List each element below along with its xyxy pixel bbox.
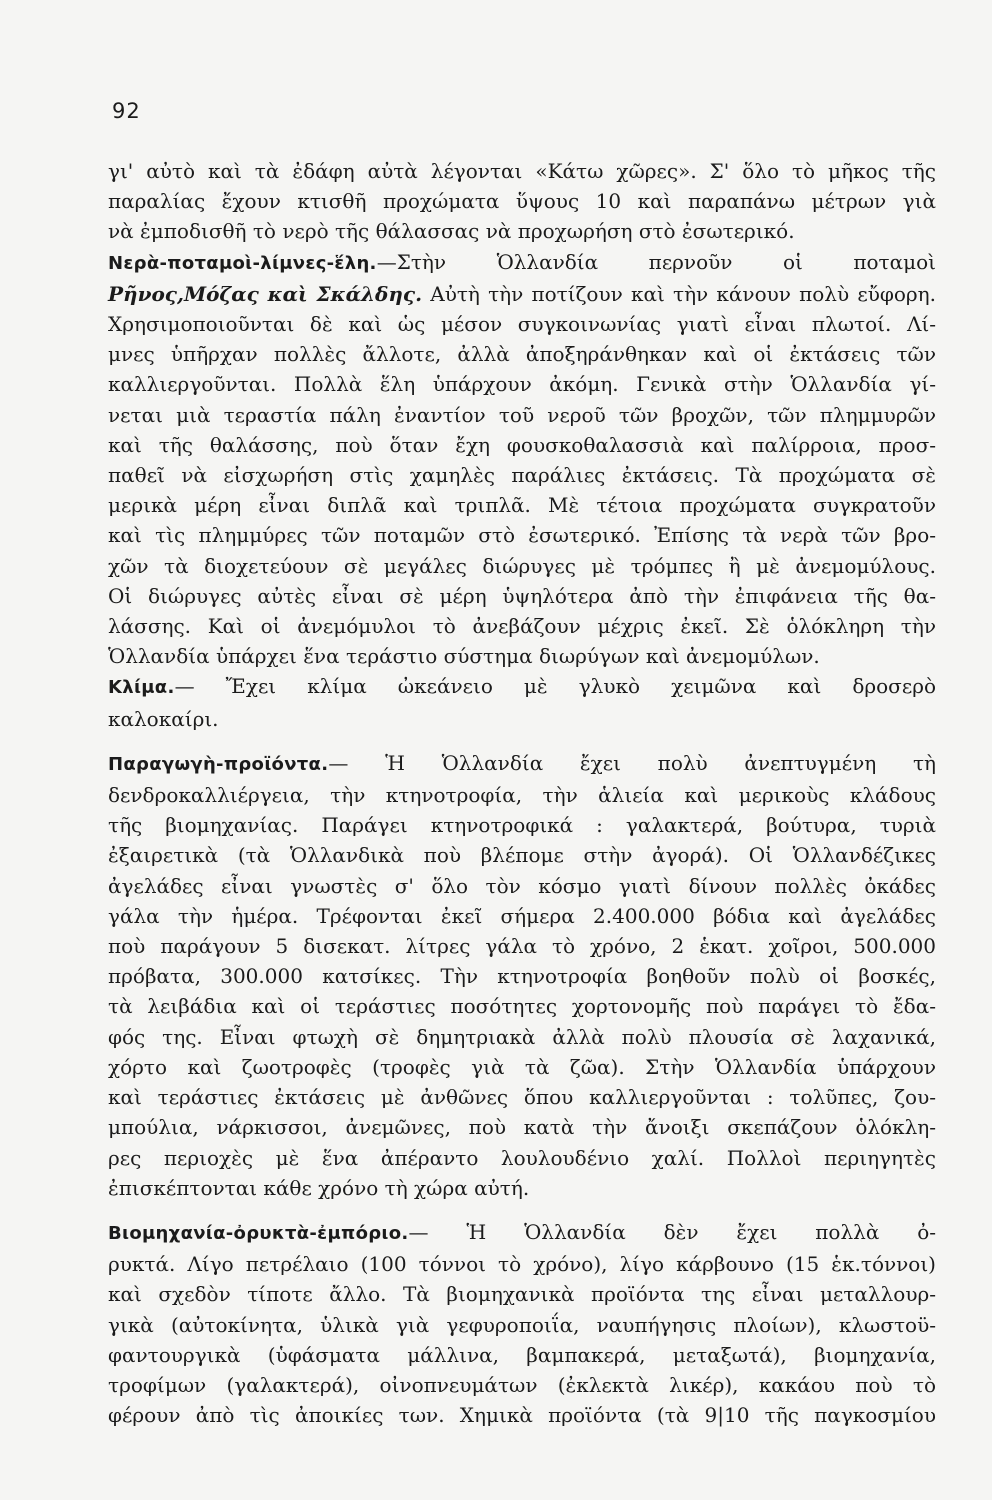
line-text: γι' αὐτὸ καὶ τὰ ἐδάφη αὐτὰ λέγονται «Κάτω χῶρες». Σ' ὅλο τὸ μῆκος τῆς bbox=[108, 159, 936, 183]
line-text: παθεῖ νὰ εἰσχωρήση στὶς χαμηλὲς παράλιες ἐκτάσεις. Τὰ προχώματα σὲ bbox=[108, 463, 936, 488]
line-text: νὰ ἐμποδισθῆ τὸ νερὸ τῆς θάλασσας νὰ προχωρήση στὸ ἐσωτερικό. bbox=[108, 219, 795, 244]
text-line bbox=[108, 1279, 936, 1309]
line-text: χόρτο καὶ ζωοτροφὲς (τροφὲς γιὰ τὰ ζῶα). Στὴν Ὁλλανδία ὑπάρχουν bbox=[108, 1054, 936, 1079]
line-text: τροφίμων (γαλακτερά), οἰνοπνευμάτων (ἐκλεκτὰ λικέρ), κακάου ποὺ τὸ bbox=[108, 1372, 936, 1397]
text-line bbox=[108, 430, 936, 460]
section-heading: Βιομηχανία-ὀρυκτὰ-ἐμπόριο. bbox=[108, 1222, 409, 1244]
line-text: χῶν τὰ διοχετεύουν σὲ μεγάλες διώρυγες μὲ τρόμπες ἢ μὲ ἀνεμομύλους. bbox=[108, 553, 936, 578]
line-text: φέρουν ἀπὸ τὶς ἀποικίες των. Χημικὰ προϊόντα (τὰ 9|10 τῆς παγκοσμίου bbox=[108, 1403, 936, 1428]
text-line bbox=[108, 186, 936, 216]
text-line bbox=[108, 611, 936, 641]
line-text: καὶ σχεδὸν τίποτε ἄλλο. Τὰ βιομηχανικὰ προϊόντα της εἶναι μεταλλουρ- bbox=[108, 1282, 936, 1307]
text-line bbox=[108, 641, 936, 671]
line-text: —Στὴν Ὁλλανδία περνοῦν οἱ ποταμοὶ bbox=[376, 249, 936, 274]
text-line bbox=[108, 1143, 936, 1173]
line-text: μνες ὑπῆρχαν πολλὲς ἄλλοτε, ἀλλὰ ἀποξηράνθηκαν καὶ οἱ ἐκτάσεις τῶν bbox=[108, 342, 936, 367]
line-text: φαντουργικὰ (ὑφάσματα μάλλινα, βαμπακερά, μεταξωτά), βιομηχανία, bbox=[108, 1342, 936, 1367]
line-text: ρες περιοχὲς μὲ ἕνα ἀπέραντο λουλουδένιο χαλί. Πολλοὶ περιηγητὲς bbox=[108, 1145, 936, 1170]
text-line bbox=[108, 247, 936, 279]
text-line bbox=[108, 871, 936, 901]
text-line bbox=[108, 704, 936, 734]
text-line bbox=[108, 1310, 936, 1340]
line-text: παραλίας ἔχουν κτισθῆ προχώματα ὕψους 10 καὶ παραπάνω μέτρων γιὰ bbox=[108, 189, 936, 214]
line-text: γάλα τὴν ἡμέρα. Τρέφονται ἐκεῖ σήμερα 2.400.000 βόδια καὶ ἀγελάδες bbox=[108, 903, 936, 928]
text-line bbox=[108, 1249, 936, 1279]
line-text: — Ἔχει κλίμα ὠκεάνειο μὲ γλυκὸ χειμῶνα καὶ δροσερὸ bbox=[174, 674, 936, 699]
line-text: δενδροκαλλιέργεια, τὴν κτηνοτροφία, τὴν ἁλιεία καὶ μερικοὺς κλάδους bbox=[108, 783, 936, 808]
line-text: μερικὰ μέρη εἶναι διπλᾶ καὶ τριπλᾶ. Μὲ τέτοια προχώματα συγκρατοῦν bbox=[108, 493, 936, 518]
text-line bbox=[108, 551, 936, 581]
text-line bbox=[108, 1217, 936, 1249]
text-line bbox=[108, 1052, 936, 1082]
text-line bbox=[108, 810, 936, 840]
line-text: μπούλια, νάρκισσοι, ἀνεμῶνες, ποὺ κατὰ τὴν ἄνοιξι σκεπάζουν ὁλόκλη- bbox=[108, 1115, 936, 1140]
text-line bbox=[108, 309, 936, 339]
river-names: Ρῆνος,Μόζας καὶ Σκάλδης. bbox=[108, 281, 423, 306]
text-line bbox=[108, 991, 936, 1021]
line-text: φός της. Εἶναι φτωχὴ σὲ δημητριακὰ ἀλλὰ πολὺ πλουσία σὲ λαχανικά, bbox=[108, 1024, 936, 1049]
line-text: ρυκτά. Λίγο πετρέλαιο (100 τόννοι τὸ χρόνο), λίγο κάρβουνο (15 ἑκ.τόννοι) bbox=[108, 1252, 936, 1277]
line-text: Αὐτὴ τὴν ποτίζουν καὶ τὴν κάνουν πολὺ εὔφορη. bbox=[422, 281, 936, 306]
line-text: καλοκαίρι. bbox=[108, 706, 219, 731]
text-line bbox=[108, 520, 936, 550]
text-line bbox=[108, 840, 936, 870]
line-text: καὶ τεράστιες ἐκτάσεις μὲ ἀνθῶνες ὅπου καλλιεργοῦνται : τολῦπες, ζου- bbox=[108, 1085, 936, 1110]
line-text: Ὁλλανδία ὑπάρχει ἕνα τεράστιο σύστημα διωρύγων καὶ ἀνεμομύλων. bbox=[108, 644, 820, 669]
line-text: πρόβατα, 300.000 κατσίκες. Τὴν κτηνοτροφία βοηθοῦν πολὺ οἱ βοσκές, bbox=[108, 964, 936, 989]
text-line bbox=[108, 216, 936, 246]
text-line bbox=[108, 581, 936, 611]
text-line bbox=[108, 156, 936, 186]
text-line bbox=[108, 1082, 936, 1112]
text-line bbox=[108, 748, 936, 780]
text-line bbox=[108, 901, 936, 931]
line-text: ἐπισκέπτονται κάθε χρόνο τὴ χώρα αὐτή. bbox=[108, 1175, 530, 1200]
line-text: ποὺ παράγουν 5 δισεκατ. λίτρες γάλα τὸ χρόνο, 2 ἑκατ. χοῖροι, 500.000 bbox=[108, 934, 936, 959]
text-line bbox=[108, 931, 936, 961]
line-text: — Ἡ Ὁλλανδία δὲν ἔχει πολλὰ ὀ- bbox=[408, 1219, 936, 1244]
text-line bbox=[108, 1112, 936, 1142]
line-text: καὶ τῆς θαλάσσης, ποὺ ὅταν ἔχη φουσκοθαλασσιὰ καὶ παλίρροια, προσ- bbox=[108, 432, 936, 457]
text-line bbox=[108, 460, 936, 490]
line-text: ἀγελάδες εἶναι γνωστὲς σ' ὅλο τὸν κόσμο γιατὶ δίνουν πολλὲς ὀκάδες bbox=[108, 873, 936, 898]
text-line bbox=[108, 780, 936, 810]
text-line bbox=[108, 1370, 936, 1400]
text-line bbox=[108, 1022, 936, 1052]
line-text: τὰ λειβάδια καὶ οἱ τεράστιες ποσότητες χορτονομῆς ποὺ παράγει τὸ ἔδα- bbox=[108, 994, 936, 1019]
page-number: 92 bbox=[112, 99, 141, 123]
section-heading: Παραγωγὴ-προϊόντα. bbox=[108, 753, 329, 775]
line-text: Οἱ διώρυγες αὐτὲς εἶναι σὲ μέρη ὑψηλότερα ἀπὸ τὴν ἐπιφάνεια τῆς θα- bbox=[108, 583, 936, 608]
line-text: τῆς βιομηχανίας. Παράγει κτηνοτροφικά : γαλακτερά, βούτυρα, τυριὰ bbox=[108, 813, 936, 838]
text-line bbox=[108, 961, 936, 991]
line-text: καὶ τὶς πλημμύρες τῶν ποταμῶν στὸ ἐσωτερικό. Ἐπίσης τὰ νερὰ τῶν βρο- bbox=[108, 523, 936, 548]
text-line bbox=[108, 1340, 936, 1370]
paragraph-gap bbox=[108, 1203, 936, 1217]
line-text: καλλιεργοῦνται. Πολλὰ ἕλη ὑπάρχουν ἀκόμη. Γενικὰ στὴν Ὁλλανδία γί- bbox=[108, 372, 936, 397]
text-line bbox=[108, 1173, 936, 1203]
text-line bbox=[108, 400, 936, 430]
line-text: ἐξαιρετικὰ (τὰ Ὁλλανδικὰ ποὺ βλέπομε στὴν ἀγορά). Οἱ Ὁλλανδέζικες bbox=[108, 843, 936, 868]
paragraph-gap bbox=[108, 734, 936, 748]
line-text: — Ἡ Ὁλλανδία ἔχει πολὺ ἀνεπτυγμένη τὴ bbox=[328, 750, 936, 775]
text-line bbox=[108, 671, 936, 703]
text-line bbox=[108, 339, 936, 369]
section-heading: Κλίμα. bbox=[108, 677, 175, 699]
body-text bbox=[108, 156, 936, 1430]
line-text: λάσσης. Καὶ οἱ ἀνεμόμυλοι τὸ ἀνεβάζουν μέχρις ἐκεῖ. Σὲ ὁλόκληρη τὴν bbox=[108, 614, 936, 639]
text-line bbox=[108, 279, 936, 309]
text-line bbox=[108, 369, 936, 399]
text-line bbox=[108, 490, 936, 520]
section-heading: Νερὰ-ποταμοὶ-λίμνες-ἕλη. bbox=[108, 252, 377, 274]
line-text: γικὰ (αὐτοκίνητα, ὑλικὰ γιὰ γεφυροποιΐα, ναυπήγησις πλοίων), κλωστοϋ- bbox=[108, 1312, 936, 1337]
text-line bbox=[108, 1400, 936, 1430]
line-text: νεται μιὰ τεραστία πάλη ἐναντίον τοῦ νεροῦ τῶν βροχῶν, τῶν πλημμυρῶν bbox=[108, 402, 936, 427]
line-text: Χρησιμοποιοῦνται δὲ καὶ ὡς μέσον συγκοινωνίας γιατὶ εἶναι πλωτοί. Λί- bbox=[108, 312, 936, 337]
